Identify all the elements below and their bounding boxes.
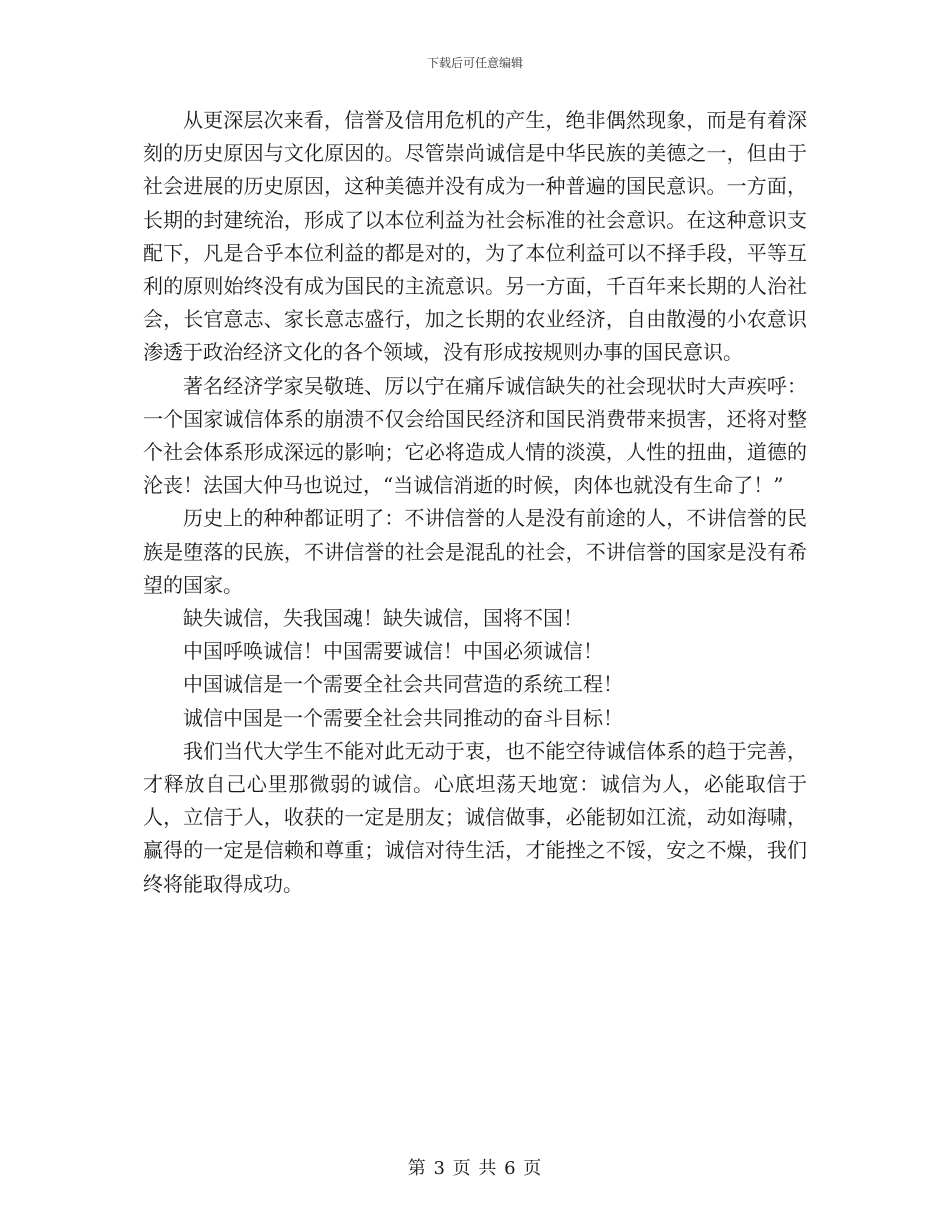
document-body [143, 104, 807, 901]
paragraph-1: 从更深层次来看，信誉及信用危机的产生，绝非偶然现象，而是有着深刻的历史原因与文化原因的。尽管崇尚诚信是中华民族的美德之一，但由于社会进展的历史原因，这种美德并没有成为一种普遍的国民意识。一方面，长期的封建统治，形成了以本位利益为社会标准的社会意识。在这种意识支配下，凡是合乎本位利益的都是对的，为了本位利益可以不择手段，平等互利的原则始终没有成为国民的主流意识。另一方面，千百年来长期的人治社会，长官意志、家长意志盛行，加之长期的农业经济，自由散漫的小农意识渗透于政治经济文化的各个领域，没有形成按规则办事的国民意识。 [143, 108, 807, 365]
paragraph-7: 诚信中国是一个需要全社会共同推动的奋斗目标！ [183, 705, 623, 730]
paragraph-2: 著名经济学家吴敬琏、厉以宁在痛斥诚信缺失的社会现状时大声疾呼：一个国家诚信体系的崩溃不仅会给国民经济和国民消费带来损害，还将对整个社会体系形成深远的影响；它必将造成人情的淡漠，人性的扭曲，道德的沦丧！法国大仲马也说过，“当诚信消逝的时候，肉体也就没有生命了！” [143, 373, 807, 498]
paragraph-3: 历史上的种种都证明了：不讲信誉的人是没有前途的人，不讲信誉的民族是堕落的民族，不讲信誉的社会是混乱的社会，不讲信誉的国家是没有希望的国家。 [143, 506, 807, 597]
page-footer: 第 3 页 共 6 页 [407, 1158, 543, 1179]
paragraph-8: 我们当代大学生不能对此无动于衷，也不能空待诚信体系的趋于完善，才释放自己心里那微弱的诚信。心底坦荡天地宽：诚信为人，必能取信于人，立信于人，收获的一定是朋友；诚信做事，必能韧如江流，动如海啸，赢得的一定是信赖和尊重；诚信对待生活，才能挫之不馁，安之不燥，我们终将能取得成功。 [143, 738, 807, 896]
paragraph-4: 缺失诚信，失我国魂！缺失诚信，国将不国！ [183, 606, 583, 631]
paragraph-6: 中国诚信是一个需要全社会共同营造的系统工程！ [183, 672, 623, 697]
page-header: 下载后可任意编辑 [426, 56, 523, 70]
paragraph-5: 中国呼唤诚信！中国需要诚信！中国必须诚信！ [183, 639, 603, 664]
